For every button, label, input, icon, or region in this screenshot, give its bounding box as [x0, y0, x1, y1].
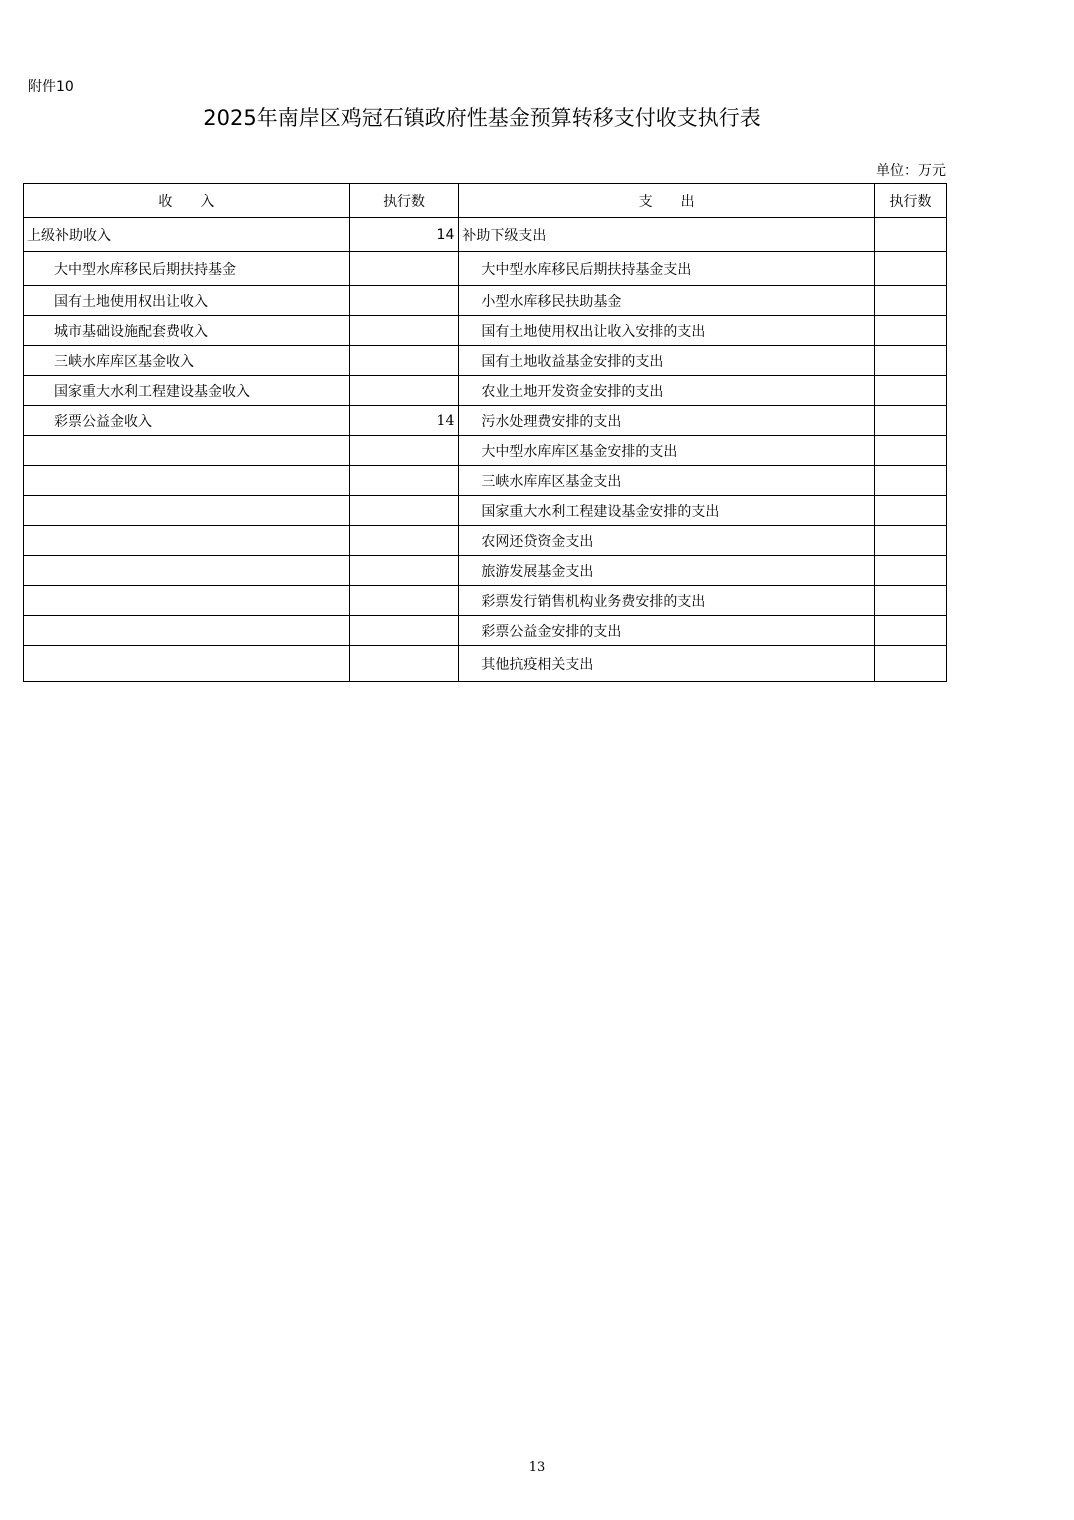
- income-value: [349, 556, 459, 586]
- income-label: 三峡水库库区基金收入: [24, 346, 350, 376]
- header-income-value: 执行数: [349, 184, 459, 218]
- expense-value: [874, 436, 946, 466]
- expense-value: [874, 556, 946, 586]
- income-value: [349, 346, 459, 376]
- expense-label: 国有土地使用权出让收入安排的支出: [459, 316, 875, 346]
- income-value: [349, 436, 459, 466]
- income-label: [24, 466, 350, 496]
- expense-label: 国家重大水利工程建设基金安排的支出: [459, 496, 875, 526]
- expense-label: 其他抗疫相关支出: [459, 646, 875, 682]
- income-value: [349, 526, 459, 556]
- income-value: [349, 286, 459, 316]
- income-value: 14: [349, 406, 459, 436]
- expense-label: 污水处理费安排的支出: [459, 406, 875, 436]
- expense-label: 农业土地开发资金安排的支出: [459, 376, 875, 406]
- expense-value: [874, 496, 946, 526]
- income-value: [349, 496, 459, 526]
- table-row: [24, 496, 947, 526]
- attachment-label: 附件10: [28, 79, 74, 95]
- income-label: 国有土地使用权出让收入: [24, 286, 350, 316]
- expense-value: [874, 316, 946, 346]
- income-value: [349, 586, 459, 616]
- table-row: [24, 526, 947, 556]
- table-row: [24, 646, 947, 682]
- table-row: [24, 616, 947, 646]
- summary-row: [24, 218, 947, 252]
- income-label: 大中型水库移民后期扶持基金: [24, 252, 350, 286]
- table-row: [24, 586, 947, 616]
- income-label: [24, 436, 350, 466]
- income-label: 国家重大水利工程建设基金收入: [24, 376, 350, 406]
- table-row: [24, 346, 947, 376]
- expense-label: 三峡水库库区基金支出: [459, 466, 875, 496]
- expense-label: 旅游发展基金支出: [459, 556, 875, 586]
- income-value: [349, 252, 459, 286]
- expense-label: 彩票公益金安排的支出: [459, 616, 875, 646]
- header-expense: 支 出: [459, 184, 875, 218]
- expense-value: [874, 346, 946, 376]
- table-row: [24, 286, 947, 316]
- table-row: [24, 466, 947, 496]
- table-row: [24, 316, 947, 346]
- expense-value: [874, 586, 946, 616]
- expense-label: 大中型水库移民后期扶持基金支出: [459, 252, 875, 286]
- income-value: [349, 376, 459, 406]
- income-label: [24, 616, 350, 646]
- income-value: [349, 316, 459, 346]
- income-label: [24, 526, 350, 556]
- income-value: [349, 616, 459, 646]
- expense-value: [874, 252, 946, 286]
- expense-label: 彩票发行销售机构业务费安排的支出: [459, 586, 875, 616]
- income-label: [24, 646, 350, 682]
- expense-value: [874, 646, 946, 682]
- summary-expense-label: 补助下级支出: [459, 218, 875, 252]
- unit-label: 单位：万元: [876, 163, 946, 179]
- expense-label: 国有土地收益基金安排的支出: [459, 346, 875, 376]
- expense-label: 大中型水库库区基金安排的支出: [459, 436, 875, 466]
- table-body: [24, 218, 947, 682]
- expense-value: [874, 376, 946, 406]
- income-label: [24, 556, 350, 586]
- budget-table: [23, 183, 947, 682]
- income-label: 彩票公益金收入: [24, 406, 350, 436]
- expense-value: [874, 406, 946, 436]
- expense-value: [874, 286, 946, 316]
- expense-label: 农网还贷资金支出: [459, 526, 875, 556]
- income-label: [24, 496, 350, 526]
- table-row: [24, 436, 947, 466]
- header-expense-value: 执行数: [874, 184, 946, 218]
- expense-value: [874, 526, 946, 556]
- summary-income-value: 14: [349, 218, 459, 252]
- table-row: [24, 252, 947, 286]
- income-value: [349, 466, 459, 496]
- income-value: [349, 646, 459, 682]
- summary-income-label: 上级补助收入: [24, 218, 350, 252]
- table-row: [24, 556, 947, 586]
- expense-label: 小型水库移民扶助基金: [459, 286, 875, 316]
- table-row: [24, 376, 947, 406]
- table-row: [24, 406, 947, 436]
- page-title: 2025年南岸区鸡冠石镇政府性基金预算转移支付收支执行表: [203, 106, 761, 130]
- page-number: 13: [528, 1460, 546, 1475]
- expense-value: [874, 616, 946, 646]
- expense-value: [874, 466, 946, 496]
- income-label: [24, 586, 350, 616]
- summary-expense-value: [874, 218, 946, 252]
- header-income: 收 入: [24, 184, 350, 218]
- income-label: 城市基础设施配套费收入: [24, 316, 350, 346]
- header-row: [24, 184, 947, 218]
